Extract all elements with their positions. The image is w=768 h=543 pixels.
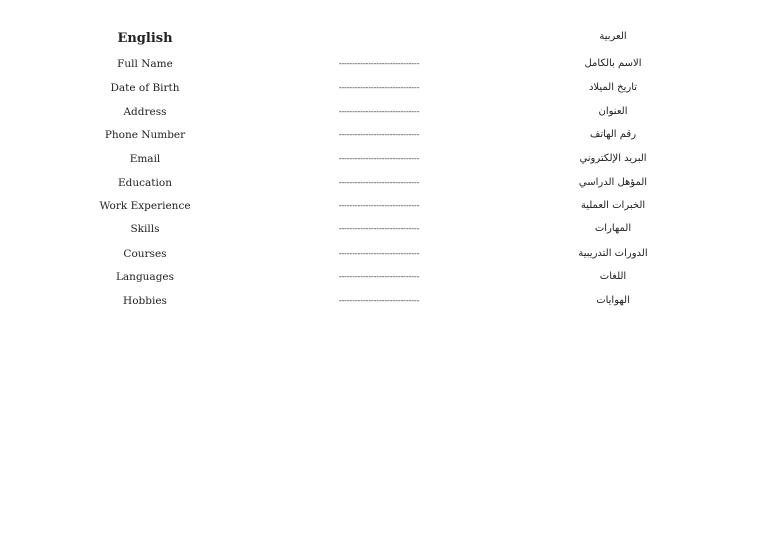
english-label: Education (118, 177, 172, 189)
arabic-label: الاسم بالكامل (584, 58, 642, 69)
form-row-date-of-birth (0, 78, 768, 98)
form-row-languages (0, 267, 768, 287)
fill-in-line[interactable]: ------------------------------ (338, 107, 420, 116)
arabic-label: تاريخ الميلاد (588, 82, 638, 93)
arabic-label: المهارات (594, 223, 632, 234)
fill-in-line[interactable]: ------------------------------ (338, 59, 420, 68)
arabic-label: الهوايات (596, 295, 630, 306)
arabic-label: العنوان (598, 106, 628, 117)
header-row (0, 29, 768, 49)
arabic-label: المؤهل الدراسي (578, 177, 648, 188)
arabic-label: اللغات (599, 271, 627, 282)
fill-in-line[interactable]: ------------------------------ (338, 154, 420, 163)
fill-in-line[interactable]: ------------------------------ (338, 201, 420, 210)
fill-in-line[interactable]: ------------------------------ (338, 224, 420, 233)
english-label: Languages (115, 271, 175, 283)
arabic-label: الخبرات العملية (580, 200, 646, 211)
fill-in-line[interactable]: ------------------------------ (338, 249, 420, 258)
english-label: Date of Birth (110, 82, 180, 94)
arabic-label: رقم الهاتف (589, 129, 637, 140)
english-label: Phone Number (104, 129, 186, 141)
form-row-phone-number (0, 125, 768, 145)
form-row-hobbies (0, 291, 768, 311)
form-row-education (0, 173, 768, 193)
english-label: Full Name (117, 58, 173, 70)
english-column-heading: English (117, 31, 173, 46)
fill-in-line[interactable]: ------------------------------ (338, 83, 420, 92)
form-row-courses (0, 244, 768, 264)
arabic-label: الدورات التدريبية (578, 248, 648, 259)
fill-in-line[interactable]: ------------------------------ (338, 130, 420, 139)
form-row-skills (0, 219, 768, 239)
fill-in-line[interactable]: ------------------------------ (338, 272, 420, 281)
english-label: Skills (130, 223, 160, 235)
form-row-work-experience (0, 196, 768, 216)
english-label: Work Experience (99, 200, 191, 212)
english-label: Hobbies (123, 295, 167, 307)
form-row-address (0, 102, 768, 122)
form-row-email (0, 149, 768, 169)
english-label: Courses (123, 248, 167, 260)
fill-in-line[interactable]: ------------------------------ (338, 178, 420, 187)
fill-in-line[interactable]: ------------------------------ (338, 296, 420, 305)
arabic-label: البريد الإلكتروني (579, 153, 647, 164)
english-label: Email (129, 153, 161, 165)
arabic-column-heading: العربية (599, 31, 627, 42)
english-label: Address (123, 106, 167, 118)
form-row-full-name (0, 54, 768, 74)
